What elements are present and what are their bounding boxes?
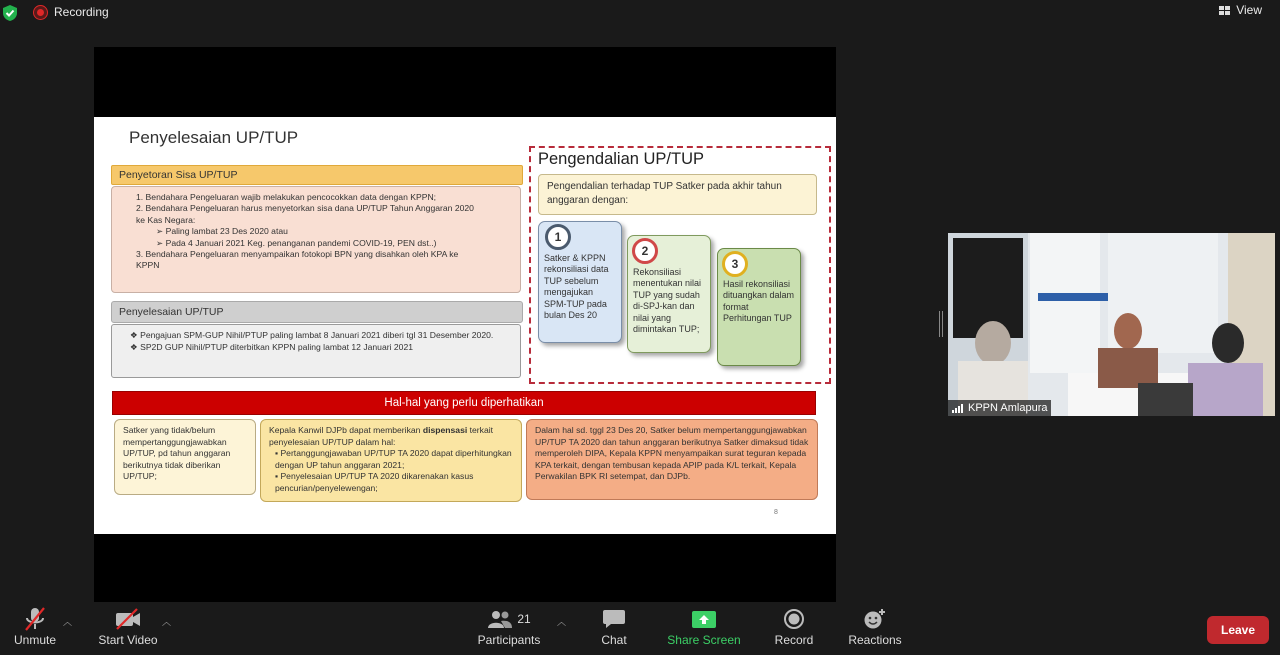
video-camera-off-icon [114,608,142,630]
participant-name-label [948,400,1051,416]
notice-box-3: Dalam hal sd. tggl 23 Des 20, Satker belum mempertanggungjawabkan UP/TUP TA 2020 dan tahun anggaran berikutnya Satker dimaksud tidak memperoleh DIPA, Kepala KPPN menyampaikan surat teguran kepada KPA terkait, dengan tembusan kepada APIP pada K/L terkait, Kepala Perwakilan BPK RI setempat, dan DJPb. [526,419,818,500]
notice-box-1: Satker yang tidak/belum mempertanggungjawabkan UP/TUP, pd tahun anggaran berikutnya tidak diberikan UP/TUP; [114,419,256,495]
share-screen-icon [691,609,717,629]
participants-options-chevron-icon[interactable]: ︿ [557,617,567,627]
recording-label: Recording [54,5,109,19]
start-video-label: Start Video [98,633,158,647]
step-card-1 [538,221,622,343]
share-screen-button[interactable] [664,605,744,647]
record-label: Record [774,633,814,647]
participants-label: Participants [477,633,541,647]
participant-name: KPPN Amlapura [968,402,1048,414]
chat-label: Chat [601,633,627,647]
unmute-button[interactable] [8,605,62,647]
view-button[interactable] [1219,3,1262,17]
dispensasi-item: ▪ Penyelesaian UP/TUP TA 2020 dikarenakan kasus pencurian/penyelewengan; [275,471,513,494]
notice-box-2-intro [269,425,513,448]
record-icon [783,608,805,630]
step-text: Satker & KPPN rekonsiliasi data TUP sebelum mengajukan SPM-TUP pada bulan Des 20 [544,253,609,321]
penyetoran-item: 2. Bendahara Pengeluaran harus menyetorkan sisa dana UP/TUP Tahun Anggaran 2020 [136,203,474,214]
step-card-3 [717,248,801,366]
slide-title: Penyelesaian UP/TUP [129,128,299,147]
shared-screen [94,47,836,602]
dispensasi-item: ▪ Pertanggungjawaban UP/TUP TA 2020 dapat diperhitungkan dengan UP tahun anggaran 2021; [275,448,513,471]
intro-rest: terkait penyelesaian UP/TUP dalam hal: [269,425,494,447]
slide-page-number: 8 [774,509,778,516]
step-number: 1 [545,224,571,250]
notice-header: Hal-hal yang perlu diperhatikan [112,391,816,415]
start-video-button[interactable] [94,605,162,647]
penyetoran-item: 1. Bendahara Pengeluaran wajib melakukan pencocokkan data dengan KPPN; [136,192,437,202]
leave-button[interactable]: Leave [1207,616,1269,644]
participant-video-tile[interactable] [948,233,1275,416]
share-screen-label: Share Screen [667,633,741,647]
chat-bubble-icon [602,608,626,630]
penyetoran-subitem: ➢ Paling lambat 23 Des 2020 atau [156,226,288,237]
participants-icon [487,609,513,629]
video-options-chevron-icon[interactable]: ︿ [162,617,172,627]
reactions-label: Reactions [848,633,902,647]
pengendalian-intro: Pengendalian terhadap TUP Satker pada akhir tahun anggaran dengan: [538,174,817,215]
view-label: View [1236,3,1262,17]
intro-text: Kepala Kanwil DJPb dapat memberikan [269,425,423,435]
step-number: 2 [632,238,658,264]
signal-strength-icon [952,404,963,413]
pengendalian-panel [529,146,831,384]
pengendalian-title: Pengendalian UP/TUP [538,150,705,168]
panel-resize-handle[interactable] [939,311,943,337]
intro-bold: dispensasi [422,425,468,435]
recording-indicator[interactable] [34,5,109,19]
section-body-penyetoran [111,186,521,293]
record-button[interactable] [770,605,818,647]
step-number: 3 [722,251,748,277]
grid-view-icon [1219,6,1230,15]
record-dot-icon [34,6,47,19]
penyetoran-item: KPPN [136,260,160,271]
participants-button[interactable] [472,605,546,647]
step-text: Rekonsiliasi menentukan nilai TUP yang sudah di-SPJ-kan dan nilai yang dimintakan TUP; [633,267,702,335]
reactions-smiley-icon [863,608,887,630]
penyelesaian-item: ❖ Pengajuan SPM-GUP Nihil/PTUP paling lambat 8 Januari 2021 diberi tgl 31 Desember 2020. [130,330,494,340]
step-text: Hasil rekonsiliasi dituangkan dalam format Perhitungan TUP [723,279,795,324]
dispensasi-list [269,448,513,494]
penyetoran-item: 3. Bendahara Pengeluaran menyampaikan fotokopi BPN yang disahkan oleh KPA ke [136,249,459,260]
step-card-2 [627,235,711,353]
presentation-slide [94,117,836,534]
audio-options-chevron-icon[interactable]: ︿ [63,617,73,627]
reactions-button[interactable] [844,605,906,647]
notice-box-2 [260,419,522,502]
section-header-penyetoran: Penyetoran Sisa UP/TUP [111,165,523,185]
security-shield-icon[interactable] [2,4,18,22]
unmute-label: Unmute [13,633,57,647]
video-feed-image [948,233,1275,416]
penyetoran-item: ke Kas Negara: [136,214,196,225]
penyetoran-subitem: ➢ Pada 4 Januari 2021 Keg. penanganan pandemi COVID-19, PEN dst..) [156,237,437,248]
section-header-penyelesaian: Penyelesaian UP/TUP [111,301,523,323]
microphone-muted-icon [24,606,46,632]
chat-button[interactable] [594,605,634,647]
participants-count: 21 [517,612,531,626]
section-body-penyelesaian [111,324,521,378]
penyelesaian-item: ❖ SP2D GUP Nihil/PTUP diterbitkan KPPN paling lambat 12 Januari 2021 [130,342,414,352]
